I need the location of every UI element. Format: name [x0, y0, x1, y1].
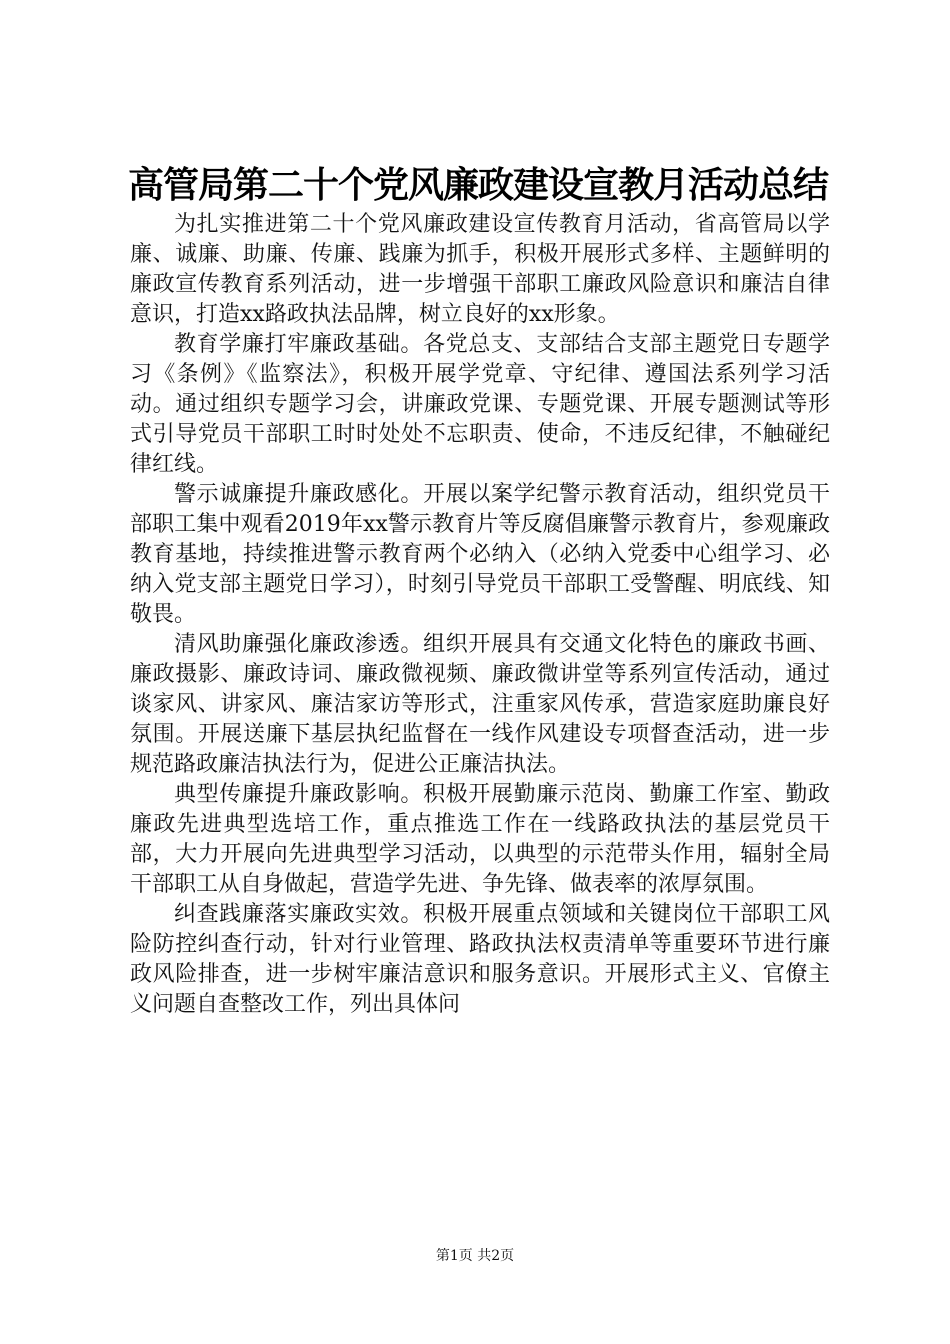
paragraph-inspection: 纠查践廉落实廉政实效。积极开展重点领域和关键岗位干部职工风险防控纠查行动，针对行业管理、路政执法权责清单等重要环节进行廉政风险排查，进一步树牢廉洁意识和服务意识。开展形式主义、官僚主义问题自查整改工作，列出具体问 [130, 902, 830, 1017]
paragraph-typical: 典型传廉提升廉政影响。积极开展勤廉示范岗、勤廉工作室、勤政廉政先进典型选培工作，重点推选工作在一线路政执法的基层党员干部，大力开展向先进典型学习活动，以典型的示范带头作用，辐射全局干部职工从自身做起，营造学先进、争先锋、做表率的浓厚氛围。 [130, 782, 830, 897]
paragraph-clean-wind: 清风助廉强化廉政渗透。组织开展具有交通文化特色的廉政书画、廉政摄影、廉政诗词、廉政微视频、廉政微讲堂等系列宣传活动，通过谈家风、讲家风、廉洁家访等形式，注重家风传承，营造家庭助廉良好氛围。开展送廉下基层执纪监督在一线作风建设专项督查活动，进一步规范路政廉洁执法行为，促进公正廉洁执法。 [130, 632, 830, 777]
paragraph-intro: 为扎实推进第二十个党风廉政建设宣传教育月活动，省高管局以学廉、诚廉、助廉、传廉、践廉为抓手，积极开展形式多样、主题鲜明的廉政宣传教育系列活动，进一步增强干部职工廉政风险意识和廉洁自律意识，打造xx路政执法品牌，树立良好的xx形象。 [130, 212, 830, 327]
paragraph-education: 教育学廉打牢廉政基础。各党总支、支部结合支部主题党日专题学习《条例》《监察法》，积极开展学党章、守纪律、遵国法系列学习活动。通过组织专题学习会，讲廉政党课、专题党课、开展专题测试等形式引导党员干部职工时时处处不忘职责、使命，不违反纪律，不触碰纪律红线。 [130, 332, 830, 477]
paragraph-warning: 警示诚廉提升廉政感化。开展以案学纪警示教育活动，组织党员干部职工集中观看2019年xx警示教育片等反腐倡廉警示教育片，参观廉政教育基地，持续推进警示教育两个必纳入（必纳入党委中心组学习、必纳入党支部主题党日学习），时刻引导党员干部职工受警醒、明底线、知敬畏。 [130, 482, 830, 627]
page-number-footer: 第1页 共2页 [435, 1248, 515, 1264]
document-title: 高管局第二十个党风廉政建设宣教月活动总结 [128, 164, 829, 206]
document-body [130, 210, 830, 1020]
